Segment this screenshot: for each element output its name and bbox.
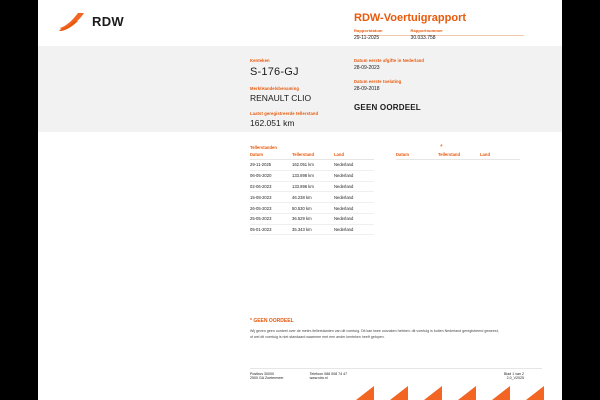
rdw-swoosh-icon	[58, 10, 86, 32]
col-datum: Datum	[396, 152, 438, 160]
summary-left-column	[250, 58, 318, 128]
field-eerste-afgifte-nl: Datum eerste afgifte in Nederland 28-09-2023	[354, 58, 425, 71]
meta-report-number: Rapportnummer 30.033.758	[410, 28, 443, 41]
table-header-row	[250, 152, 374, 160]
table-cell: 50.530 km	[292, 203, 334, 214]
table-cell: 26-05-2023	[250, 203, 292, 214]
field-kenteken: Kenteken S-176-GJ	[250, 58, 318, 78]
field-eerste-toelating: Datum eerste toelating 28-09-2018	[354, 79, 402, 92]
odometer-section	[250, 145, 542, 235]
footer-contact: Telefoon 088 008 74 47 www.rdw.nl	[309, 372, 348, 380]
odometer-caption: Tellerstanden	[250, 145, 277, 150]
table-header-row	[396, 152, 520, 160]
chevron-icon	[526, 386, 544, 400]
table-cell: 02-06-2023	[250, 181, 292, 192]
footnote-block	[250, 318, 500, 341]
table-row	[250, 203, 374, 214]
page-title: RDW-Voertuigrapport	[354, 12, 467, 24]
chevron-icon	[492, 386, 510, 400]
table-cell: Nederland	[334, 192, 374, 203]
table-cell: 29-11-2025	[250, 160, 292, 171]
chevron-icon	[356, 386, 374, 400]
col-land: Land	[480, 152, 520, 160]
table-cell: 36.529 km	[292, 213, 334, 224]
verdict-value: GEEN OORDEEL	[354, 103, 421, 112]
footer-divider	[250, 368, 542, 369]
table-row	[250, 192, 374, 203]
table-cell: 35.343 km	[292, 224, 334, 235]
field-merk: Merk/Handelsbenaming RENAULT CLIO	[250, 86, 318, 103]
summary-right-column	[354, 58, 424, 112]
table-cell: 25-05-2023	[250, 213, 292, 224]
table-cell: 05-01-2023	[250, 224, 292, 235]
kenteken-value: S-176-GJ	[250, 66, 299, 78]
table-cell: 46.238 km	[292, 192, 334, 203]
table-cell: Nederland	[334, 213, 374, 224]
footer-page-info: Blad 1 van 2 2.0_V2025	[504, 372, 524, 380]
table-cell: Nederland	[334, 170, 374, 181]
meta-report-date: Rapportdatum 29-11-2025	[354, 28, 383, 41]
table-cell: Nederland	[334, 224, 374, 235]
brand-name: RDW	[92, 13, 124, 29]
verdict-footnote-marker: *	[440, 144, 443, 151]
table-cell: 162.051 km	[292, 160, 334, 171]
col-tellerstand: Tellerstand	[438, 152, 480, 160]
col-datum: Datum	[250, 152, 292, 160]
merk-value: RENAULT CLIO	[250, 93, 312, 103]
table-row	[250, 181, 374, 192]
table-row	[250, 160, 374, 171]
odometer-table-secondary-body	[396, 160, 520, 235]
footnote-title: * GEEN OORDEEL	[250, 318, 294, 324]
col-land: Land	[334, 152, 374, 160]
document-header	[38, 0, 562, 46]
table-cell: 15-08-2023	[250, 192, 292, 203]
footer-website-link[interactable]: www.rdw.nl	[309, 376, 328, 380]
table-cell: Nederland	[334, 160, 374, 171]
table-cell: 133.898 km	[292, 170, 334, 181]
table-cell: Nederland	[334, 181, 374, 192]
footnote-body: Wij geven geen oordeel over de meter-/tellerstanden van dit voertuig. Dit kan twee oorzaken hebben: dit voertuig is buiten Nederland geregistreerd geweest, of wel dit voertuig is niet standaard waarmee met een ander kenteken heeft gelopen.	[250, 329, 499, 340]
footer-graphic	[38, 384, 562, 400]
table-cell: 06-05-2020	[250, 170, 292, 181]
col-tellerstand: Tellerstand	[292, 152, 334, 160]
footer-address: Postbus 30000 2500 GA Zoetermeer	[250, 372, 284, 380]
chevron-icon	[424, 386, 442, 400]
table-row	[250, 224, 374, 235]
field-tellerstand: Laatst geregistreerde tellerstand 162.051 km	[250, 111, 319, 128]
document-page	[38, 0, 562, 400]
table-cell: Nederland	[334, 203, 374, 214]
chevron-icon	[458, 386, 476, 400]
table-row	[250, 213, 374, 224]
document-footer	[250, 372, 542, 380]
odometer-table	[250, 152, 374, 235]
odometer-table-body	[250, 160, 374, 235]
odometer-table-secondary	[396, 152, 520, 235]
chevron-icon	[390, 386, 408, 400]
table-cell: 133.896 km	[292, 181, 334, 192]
brand-logo	[58, 10, 124, 32]
table-row	[250, 170, 374, 181]
tellerstand-value: 162.051 km	[250, 118, 295, 128]
document-meta	[354, 28, 443, 41]
